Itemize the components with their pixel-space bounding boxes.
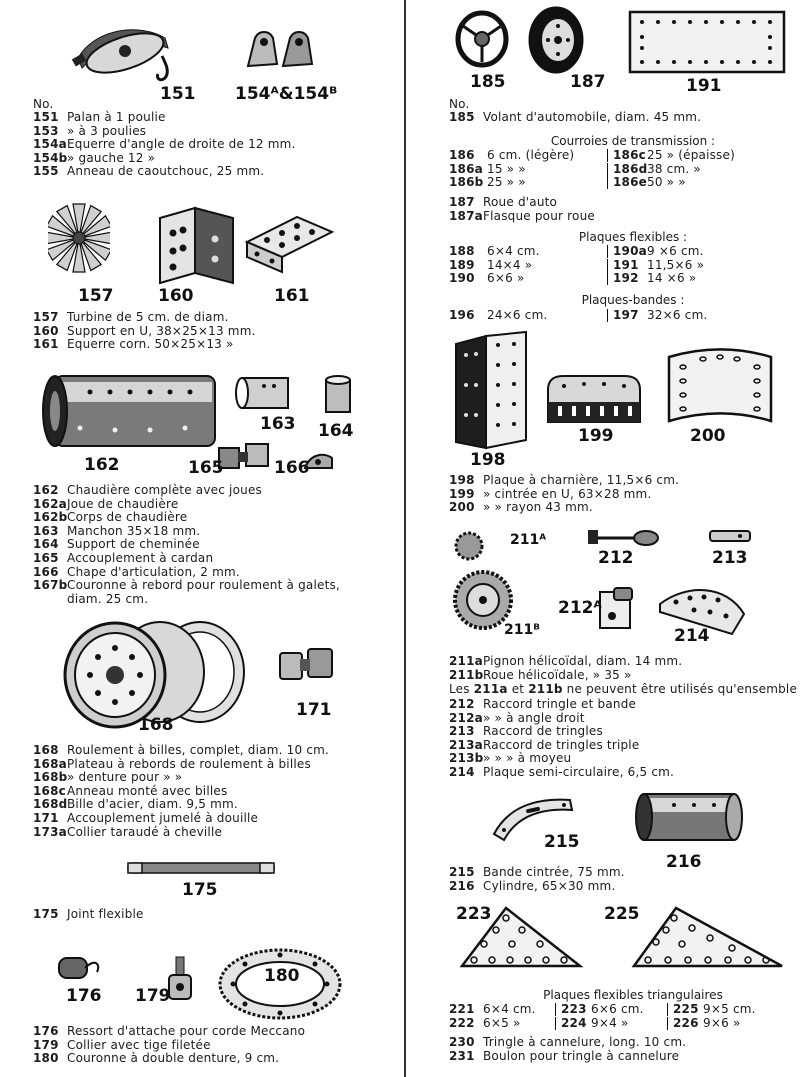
table-row: 188 6×4 cm. 190a 9 ×6 cm. <box>449 244 704 258</box>
fig-label-211b: 211ᴮ <box>504 622 540 638</box>
list-item: 173a Collier taraudé à cheville <box>33 824 223 839</box>
curved-plate-illustration <box>663 345 778 427</box>
fig-label-161: 161 <box>274 286 310 306</box>
list-item: diam. 25 cm. <box>67 591 149 606</box>
list-item: 161 Equerre corn. 50×25×13 » <box>33 337 234 352</box>
section-title-triangular: Plaques flexibles triangulaires <box>543 988 723 1002</box>
parts-list-r3 <box>449 474 679 515</box>
list-item: 171 Accouplement jumelé à douille <box>33 810 259 825</box>
curved-u-plate-illustration <box>544 372 644 428</box>
list-item: 153 » à 3 poulies <box>33 123 147 138</box>
list-item: 179 Collier avec tige filetée <box>33 1037 211 1052</box>
angle-brackets-illustration <box>243 26 323 76</box>
parts-list-r4b <box>449 698 674 780</box>
list-item: 231 Boulon pour tringle à cannelure <box>449 1048 680 1063</box>
pulley-block-illustration <box>70 18 180 88</box>
column-separator <box>555 1003 556 1016</box>
fig-label-216: 216 <box>666 852 702 872</box>
parts-list-5 <box>33 908 144 922</box>
list-item: 180 Couronne à double denture, 9 cm. <box>33 1051 280 1066</box>
steering-wheel-illustration <box>453 10 511 68</box>
fig-label-157: 157 <box>78 286 114 306</box>
belts-table <box>449 149 735 190</box>
rod-connector-illustration <box>708 528 752 544</box>
fig-label-187: 187 <box>570 72 606 92</box>
fig-label-165: 165 <box>188 458 224 478</box>
no-header-right: No. <box>449 97 470 111</box>
column-separator <box>667 1017 668 1030</box>
usage-note: Les 211a et 211b ne peuvent être utilisés qu'ensemble <box>449 682 798 696</box>
list-item: 211b Roue hélicoïdale, » 35 » <box>449 667 632 682</box>
list-item: 151 Palan à 1 poulie <box>33 110 166 124</box>
list-item: 168a Plateau à rebords de roulement à billes <box>33 756 311 771</box>
table-row: 186b 25 » » 186e 50 » » <box>449 175 686 190</box>
parts-list-4 <box>33 744 329 839</box>
boiler-illustration <box>40 368 226 453</box>
table-row: 221 6×4 cm. 223 6×6 cm. 225 9×5 cm. <box>449 1002 756 1016</box>
table-row: 186 6 cm. (légère) 186c 25 » (épaisse) <box>449 148 735 162</box>
fig-label-199: 199 <box>578 426 614 446</box>
parts-list-r2 <box>449 196 595 223</box>
fig-label-160: 160 <box>158 286 194 306</box>
fig-label-163: 163 <box>260 414 296 434</box>
table-row: 196 24×6 cm. 197 32×6 cm. <box>449 308 708 322</box>
parts-list-1 <box>33 111 296 179</box>
ball-bearing-illustration <box>60 620 250 730</box>
list-item: 160 Support en U, 38×25×13 mm. <box>33 323 256 338</box>
parts-list-6 <box>33 1025 305 1066</box>
no-header: No. <box>33 97 54 111</box>
column-separator <box>607 259 608 272</box>
fig-label-180: 180 <box>264 966 300 986</box>
fig-label-198: 198 <box>470 450 506 470</box>
fig-label-212: 212 <box>598 548 634 568</box>
list-item: 168 Roulement à billes, complet, diam. 10 cm. <box>33 743 330 757</box>
list-item: 155 Anneau de caoutchouc, 25 mm. <box>33 164 265 179</box>
fig-label-215: 215 <box>544 832 580 852</box>
flexible-coupling-illustration <box>126 860 276 876</box>
list-item: 198 Plaque à charnière, 11,5×6 cm. <box>449 473 680 487</box>
parts-list-3 <box>33 484 340 606</box>
table-row: 190 6×6 » 192 14 ×6 » <box>449 271 697 286</box>
fig-label-223: 223 <box>456 904 492 924</box>
u-support-illustration <box>155 203 240 288</box>
fig-label-179: 179 <box>135 986 171 1006</box>
fig-label-166: 166 <box>274 458 310 478</box>
list-item: 185 Volant d'automobile, diam. 45 mm. <box>449 110 702 124</box>
fig-label-214: 214 <box>674 626 710 646</box>
parts-list-r6 <box>449 1036 686 1063</box>
fig-label-171: 171 <box>296 700 332 720</box>
list-item: 200 » » rayon 43 mm. <box>449 500 593 515</box>
list-item: 213 Raccord de tringles <box>449 724 603 739</box>
list-item: 168d Bille d'acier, diam. 9,5 mm. <box>33 797 238 812</box>
parts-list-r4a <box>449 655 682 682</box>
list-item: 213b » » » à moyeu <box>449 751 572 766</box>
list-item: 166 Chape d'articulation, 2 mm. <box>33 564 240 579</box>
section-title-bandes: Plaques-bandes : <box>581 293 685 307</box>
column-separator <box>607 176 608 189</box>
fig-label-151: 151 <box>160 84 196 104</box>
parts-list-2 <box>33 311 256 352</box>
list-item: 215 Bande cintrée, 75 mm. <box>449 865 625 879</box>
list-item: 187 Roue d'auto <box>449 195 558 209</box>
list-item: 164 Support de cheminée <box>33 537 200 552</box>
fig-label-168: 168 <box>138 715 174 735</box>
fig-label-175: 175 <box>182 880 218 900</box>
list-item: 187a Flasque pour roue <box>449 208 595 223</box>
list-item: 176 Ressort d'attache pour corde Meccano <box>33 1024 306 1038</box>
list-item: 167b Couronne à rebord pour roulement à galets, <box>33 578 340 593</box>
list-item: 213a Raccord de tringles triple <box>449 737 640 752</box>
fig-label-185: 185 <box>470 72 506 92</box>
list-item: 212a » » à angle droit <box>449 710 585 725</box>
sleeve-illustration <box>234 374 294 412</box>
list-item: 157 Turbine de 5 cm. de diam. <box>33 310 229 324</box>
column-separator <box>667 1003 668 1016</box>
cord-spring-illustration <box>55 952 105 982</box>
flex-plates-table <box>449 245 704 286</box>
strip-plates-row <box>449 309 707 323</box>
hinged-plate-illustration <box>448 330 538 452</box>
table-row: 186a 15 » » 186d 38 cm. » <box>449 161 701 176</box>
list-item: 168b » denture pour » » <box>33 770 183 785</box>
list-item: 165 Accouplement à cardan <box>33 550 214 565</box>
list-item: 175 Joint flexible <box>33 907 144 921</box>
triangle-plate-225-illustration <box>628 902 788 972</box>
section-title-flex: Plaques flexibles : <box>578 230 688 244</box>
chimney-support-illustration <box>322 374 354 416</box>
list-item: 162a Joue de chaudière <box>33 496 179 511</box>
parts-list-r5 <box>449 866 625 893</box>
road-wheel-illustration <box>526 4 586 76</box>
list-item: 199 » cintrée en U, 63×28 mm. <box>449 486 652 501</box>
list-item: 162 Chaudière complète avec joues <box>33 483 262 497</box>
column-separator <box>555 1017 556 1030</box>
list-item: 154a Equerre d'angle de droite de 12 mm. <box>33 137 296 152</box>
socket-coupling-illustration <box>276 645 336 685</box>
fig-label-162: 162 <box>84 455 120 475</box>
right-column <box>408 0 800 1077</box>
fig-label-213: 213 <box>712 548 748 568</box>
fig-label-211a: 211ᴬ <box>510 532 547 548</box>
turbine-illustration <box>48 198 110 278</box>
list-item: 230 Tringle à cannelure, long. 10 cm. <box>449 1035 687 1049</box>
list-item: 168c Anneau monté avec billes <box>33 783 228 798</box>
fig-label-154: 154ᴬ&154ᴮ <box>235 84 338 104</box>
list-item: 214 Plaque semi-circulaire, 6,5 cm. <box>449 764 675 779</box>
column-divider <box>404 0 406 1077</box>
column-separator <box>607 163 608 176</box>
flexible-plate-illustration <box>628 10 788 76</box>
parts-list-r1 <box>449 111 701 125</box>
fig-label-164: 164 <box>318 421 354 441</box>
list-item: 211a Pignon hélicoïdal, diam. 14 mm. <box>449 654 683 668</box>
table-row: 222 6×5 » 224 9×4 » 226 9×6 » <box>449 1015 741 1030</box>
list-item: 216 Cylindre, 65×30 mm. <box>449 878 616 893</box>
list-item: 212 Raccord tringle et bande <box>449 697 637 711</box>
fig-label-176: 176 <box>66 986 102 1006</box>
triangular-plates-table <box>449 1003 756 1030</box>
cylinder-illustration <box>634 790 744 846</box>
table-row: 189 14×4 » 191 11,5×6 » <box>449 257 705 272</box>
list-item: 162b Corps de chaudière <box>33 510 188 525</box>
list-item: 163 Manchon 35×18 mm. <box>33 523 201 538</box>
section-title-courroies: Courroies de transmission : <box>550 134 716 148</box>
fig-label-191: 191 <box>686 76 722 96</box>
column-separator <box>607 309 608 322</box>
column-separator <box>607 149 608 162</box>
list-item: 154b » gauche 12 » <box>33 150 156 165</box>
column-separator <box>607 272 608 285</box>
angle-girder-illustration <box>242 212 337 277</box>
column-separator <box>607 245 608 258</box>
fig-label-225: 225 <box>604 904 640 924</box>
fig-label-212a: 212ᴬ <box>558 598 602 618</box>
fig-label-200: 200 <box>690 426 726 446</box>
